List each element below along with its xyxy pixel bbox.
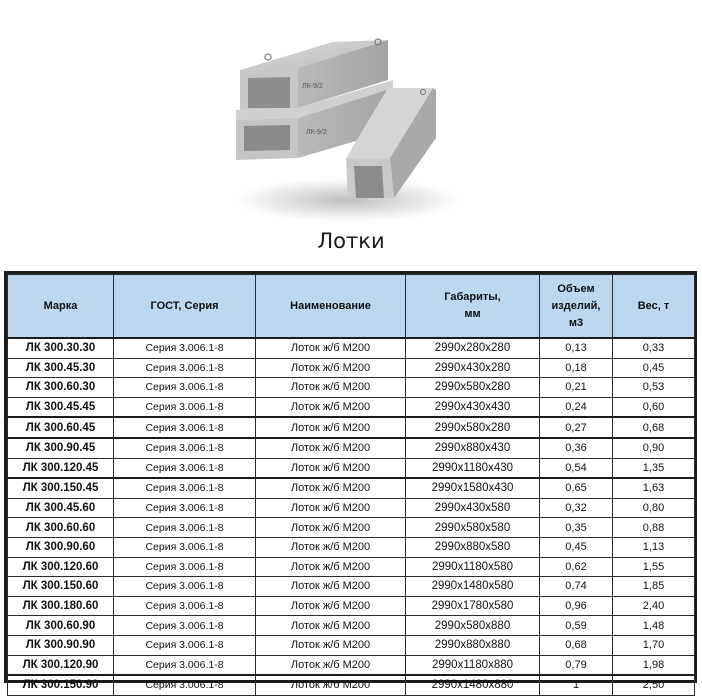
cell-volume: 0,79	[540, 655, 613, 675]
cell-gost: Серия 3.006.1-8	[114, 675, 256, 695]
cell-gost: Серия 3.006.1-8	[114, 616, 256, 636]
header-mark: Марка	[8, 275, 114, 339]
cell-volume: 0,68	[540, 635, 613, 655]
cell-dims: 2990x580x280	[406, 417, 540, 438]
cell-mark: ЛК 300.30.30	[8, 338, 114, 358]
cell-gost: Серия 3.006.1-8	[114, 518, 256, 538]
cell-weight: 0,53	[613, 378, 695, 398]
cell-weight: 1,48	[613, 616, 695, 636]
table-row	[8, 417, 695, 438]
cell-volume: 0,96	[540, 596, 613, 616]
cell-volume: 0,59	[540, 616, 613, 636]
table-row	[8, 675, 695, 695]
cell-weight: 0,80	[613, 498, 695, 518]
header-dims-line2: мм	[464, 308, 481, 320]
table-row	[8, 438, 695, 458]
cell-volume: 1	[540, 675, 613, 695]
cell-weight: 2,40	[613, 596, 695, 616]
cell-weight: 1,70	[613, 635, 695, 655]
cell-weight: 1,98	[613, 655, 695, 675]
cell-mark: ЛК 300.150.45	[8, 478, 114, 498]
cell-dims: 2990x880x430	[406, 438, 540, 458]
cell-mark: ЛК 300.45.45	[8, 397, 114, 417]
cell-dims: 2990x1180x430	[406, 458, 540, 478]
cell-gost: Серия 3.006.1-8	[114, 557, 256, 577]
table-row	[8, 557, 695, 577]
cell-dims: 2990x430x430	[406, 397, 540, 417]
cell-mark: ЛК 300.90.45	[8, 438, 114, 458]
header-volume-line2: изделий,	[551, 299, 601, 312]
cell-dims: 2990x580x280	[406, 378, 540, 398]
cell-volume: 0,54	[540, 458, 613, 478]
cell-gost: Серия 3.006.1-8	[114, 458, 256, 478]
table-row	[8, 478, 695, 498]
cell-mark: ЛК 300.180.60	[8, 596, 114, 616]
table-row	[8, 596, 695, 616]
cell-mark: ЛК 300.150.90	[8, 675, 114, 695]
cell-weight: 0,88	[613, 518, 695, 538]
cell-gost: Серия 3.006.1-8	[114, 596, 256, 616]
cell-weight: 1,55	[613, 557, 695, 577]
cell-weight: 1,63	[613, 478, 695, 498]
table-row	[8, 518, 695, 538]
cell-mark: ЛК 300.150.60	[8, 577, 114, 597]
table-header-row	[8, 275, 695, 339]
cell-gost: Серия 3.006.1-8	[114, 417, 256, 438]
cell-volume: 0,32	[540, 498, 613, 518]
cell-volume: 0,36	[540, 438, 613, 458]
table-row	[8, 577, 695, 597]
cell-name: Лоток ж/б М200	[256, 675, 406, 695]
product-table	[4, 271, 697, 692]
cell-weight: 1,13	[613, 537, 695, 557]
cell-volume: 0,13	[540, 338, 613, 358]
cell-gost: Серия 3.006.1-8	[114, 358, 256, 378]
cell-mark: ЛК 300.60.90	[8, 616, 114, 636]
table-row	[8, 616, 695, 636]
cell-name: Лоток ж/б М200	[256, 577, 406, 597]
cell-weight: 2,50	[613, 675, 695, 695]
cell-mark: ЛК 300.45.30	[8, 358, 114, 378]
cell-volume: 0,24	[540, 397, 613, 417]
cell-weight: 1,85	[613, 577, 695, 597]
cell-gost: Серия 3.006.1-8	[114, 537, 256, 557]
table-row	[8, 397, 695, 417]
cell-gost: Серия 3.006.1-8	[114, 478, 256, 498]
cell-volume: 0,35	[540, 518, 613, 538]
cell-volume: 0,45	[540, 537, 613, 557]
cell-mark: ЛК 300.60.45	[8, 417, 114, 438]
cell-dims: 2990x280x280	[406, 338, 540, 358]
cell-mark: ЛК 300.90.60	[8, 537, 114, 557]
cell-volume: 0,27	[540, 417, 613, 438]
table-row	[8, 498, 695, 518]
cell-name: Лоток ж/б М200	[256, 557, 406, 577]
cell-name: Лоток ж/б М200	[256, 596, 406, 616]
cell-gost: Серия 3.006.1-8	[114, 577, 256, 597]
cell-mark: ЛК 300.90.90	[8, 635, 114, 655]
cell-gost: Серия 3.006.1-8	[114, 635, 256, 655]
caption-title: Лотки	[317, 229, 385, 253]
cell-name: Лоток ж/б М200	[256, 655, 406, 675]
header-dims-line1: Габариты,	[444, 291, 501, 303]
cell-mark: ЛК 300.120.90	[8, 655, 114, 675]
cell-dims: 2990x1480x580	[406, 577, 540, 597]
cell-mark: ЛК 300.45.60	[8, 498, 114, 518]
cell-weight: 0,90	[613, 438, 695, 458]
cell-dims: 2990x880x880	[406, 635, 540, 655]
concrete-tray-icon	[228, 30, 468, 225]
cell-name: Лоток ж/б М200	[256, 537, 406, 557]
cell-mark: ЛК 300.120.45	[8, 458, 114, 478]
cell-gost: Серия 3.006.1-8	[114, 498, 256, 518]
cell-gost: Серия 3.006.1-8	[114, 438, 256, 458]
cell-dims: 2990x1180x580	[406, 557, 540, 577]
header-gost: ГОСТ, Серия	[114, 275, 256, 339]
cell-volume: 0,62	[540, 557, 613, 577]
header-volume	[540, 275, 613, 339]
cell-name: Лоток ж/б М200	[256, 438, 406, 458]
header-name: Наименование	[256, 275, 406, 339]
cell-name: Лоток ж/б М200	[256, 397, 406, 417]
cell-dims: 2990x880x580	[406, 537, 540, 557]
cell-name: Лоток ж/б М200	[256, 358, 406, 378]
header-weight: Вес, т	[613, 275, 695, 339]
cell-weight: 0,60	[613, 397, 695, 417]
image-marking-1: ЛК-9/2	[302, 83, 323, 90]
header-volume-line3: м3	[568, 316, 584, 329]
header-dims	[406, 275, 540, 339]
cell-name: Лоток ж/б М200	[256, 616, 406, 636]
product-image	[228, 30, 468, 225]
table-row	[8, 655, 695, 675]
table-body	[8, 338, 695, 695]
cell-dims: 2990x1180x880	[406, 655, 540, 675]
cell-volume: 0,74	[540, 577, 613, 597]
cell-gost: Серия 3.006.1-8	[114, 397, 256, 417]
cell-name: Лоток ж/б М200	[256, 498, 406, 518]
table-row	[8, 378, 695, 398]
cell-weight: 1,35	[613, 458, 695, 478]
cell-volume: 0,18	[540, 358, 613, 378]
cell-volume: 0,21	[540, 378, 613, 398]
cell-dims: 2990x1580x430	[406, 478, 540, 498]
table-row	[8, 358, 695, 378]
cell-dims: 2990x1780x580	[406, 596, 540, 616]
cell-name: Лоток ж/б М200	[256, 478, 406, 498]
cell-weight: 0,33	[613, 338, 695, 358]
cell-name: Лоток ж/б М200	[256, 458, 406, 478]
image-marking-2: ЛК-9/2	[306, 129, 327, 136]
cell-name: Лоток ж/б М200	[256, 635, 406, 655]
table-row	[8, 458, 695, 478]
cell-name: Лоток ж/б М200	[256, 378, 406, 398]
cell-name: Лоток ж/б М200	[256, 338, 406, 358]
cell-dims: 2990x1480x880	[406, 675, 540, 695]
cell-dims: 2990x430x280	[406, 358, 540, 378]
cell-volume: 0,65	[540, 478, 613, 498]
table-row	[8, 537, 695, 557]
table-row	[8, 338, 695, 358]
cell-name: Лоток ж/б М200	[256, 518, 406, 538]
cell-weight: 0,45	[613, 358, 695, 378]
cell-mark: ЛК 300.60.30	[8, 378, 114, 398]
cell-weight: 0,68	[613, 417, 695, 438]
cell-gost: Серия 3.006.1-8	[114, 378, 256, 398]
cell-dims: 2990x580x880	[406, 616, 540, 636]
cell-dims: 2990x580x580	[406, 518, 540, 538]
cell-name: Лоток ж/б М200	[256, 417, 406, 438]
cell-mark: ЛК 300.120.60	[8, 557, 114, 577]
header-volume-line1: Объем	[557, 282, 595, 295]
cell-gost: Серия 3.006.1-8	[114, 338, 256, 358]
cell-gost: Серия 3.006.1-8	[114, 655, 256, 675]
cell-dims: 2990x430x580	[406, 498, 540, 518]
cell-mark: ЛК 300.60.60	[8, 518, 114, 538]
table-row	[8, 635, 695, 655]
